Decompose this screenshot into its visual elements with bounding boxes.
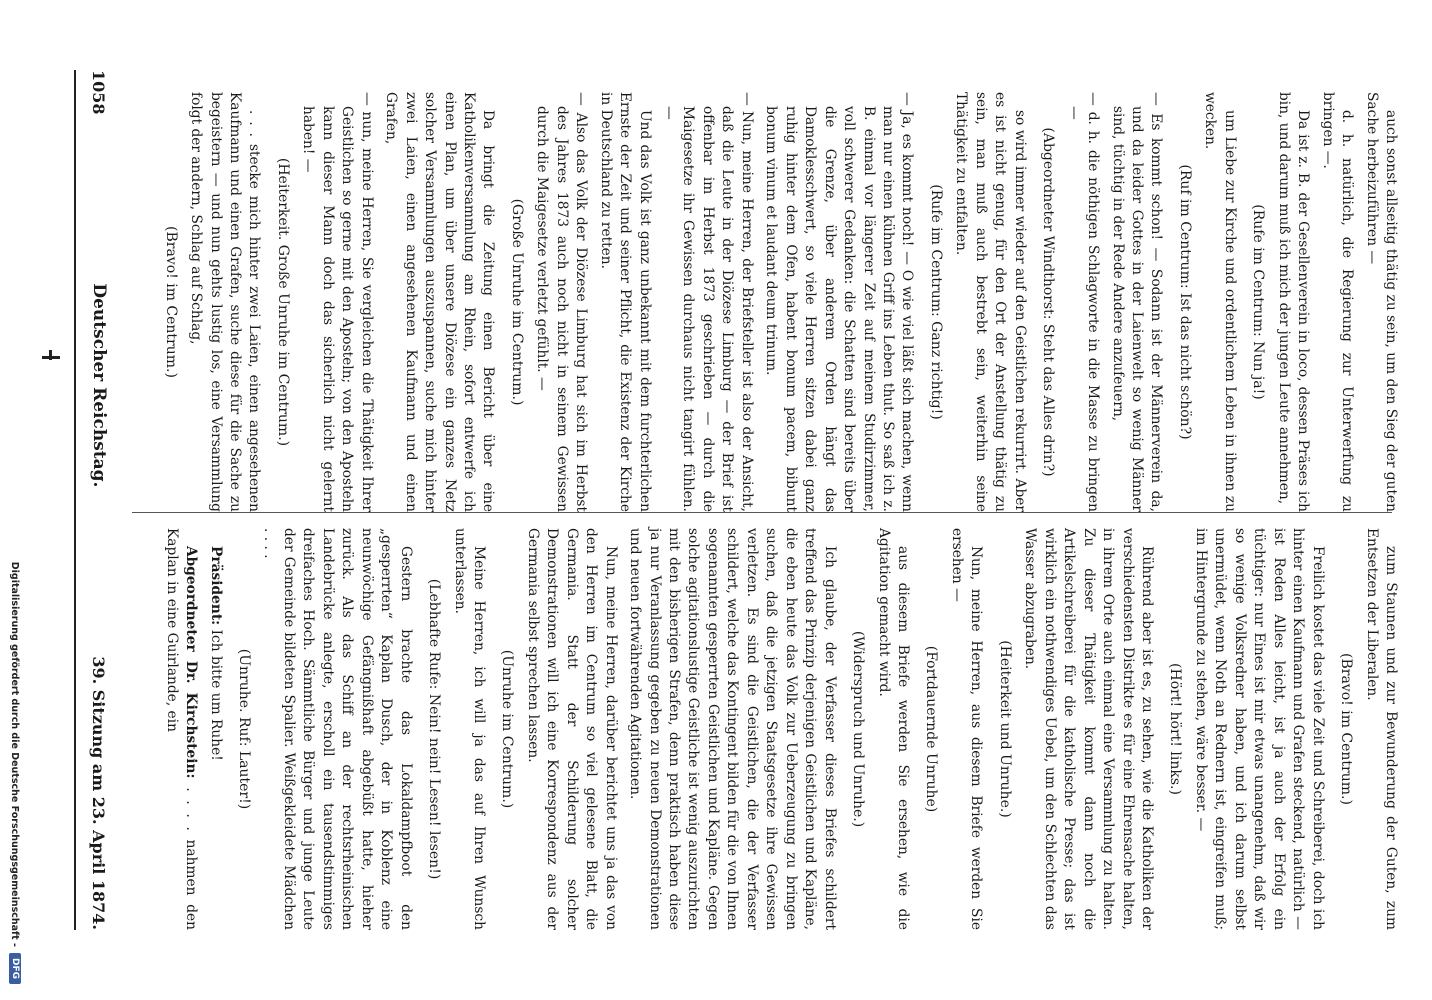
interjection: (Fortdauernde Unruhe) bbox=[923, 645, 940, 813]
interjection: (Unruhe. Ruf: Lauter!) bbox=[235, 648, 252, 810]
text-paragraph: Nun, meine Herren, aus diesem Briefe werden Sie ersehen — bbox=[948, 528, 985, 930]
interjection: (Große Unruhe im Centrum.) bbox=[508, 198, 525, 406]
text-paragraph: d. h. natürlich, die Regierung zur Unterwerfung zu bringen —. bbox=[1319, 92, 1356, 512]
interjection: (Heiterkeit. Große Unruhe im Centrum.) bbox=[274, 157, 291, 447]
digitization-credit: Digitalisierung gefördert durch die Deutsche Forschungsgemeinschaft - bbox=[9, 561, 21, 947]
right-column bbox=[130, 528, 1400, 930]
text-paragraph: Und das Volk ist ganz unbekannt mit dem furchterlichen Ernste der Zeit und seiner Pflicht, die Existenz der Kirche in Deutschland zu retten. bbox=[597, 92, 653, 512]
speech-paragraph bbox=[161, 528, 200, 930]
text-paragraph: zum Staunen und zur Bewunderung der Guten, zum Entsetzen der Liberalen. bbox=[1363, 528, 1399, 930]
text-paragraph: — d. h. die nöthigen Schlagworte in die Masse zu bringen — bbox=[1065, 92, 1102, 512]
text-paragraph: um Liebe zur Kirche und ordentlichem Leben in ihnen zu wecken. bbox=[1202, 92, 1238, 512]
interjection: (Bravo! im Centrum.) bbox=[1338, 653, 1355, 805]
text-paragraph: . . . stecke mich hinter zwei Laien, einen angesehenen Kaufmann und einen Grafen, suche diese für die Sache zu begeistern — und nun gehts lustig los, eine Versammlung folgt der andern, Schlag auf Schlag, bbox=[188, 92, 263, 512]
interjection: (Rufe im Centrum: Nun ja!) bbox=[1250, 204, 1267, 400]
speech-text: . . . . nahmen den Kaplan in eine Guirlande, ein bbox=[163, 528, 200, 930]
interjection: (Rufe im Centrum: Ganz richtig!) bbox=[927, 184, 944, 420]
text-paragraph: — Also das Volk der Diözese Limburg hat sich im Herbst des Jahres 1873 auch noch nicht in seinem Gewissen durch die Maigesetze verletzt gefühlt. — bbox=[534, 92, 590, 512]
text-paragraph: — Ja, es kommt noch! — O wie viel läßt sich machen, wenn man nur einen kühnen Griff ins Leben thut. So saß ich z. B. einmal vor längerer Zeit auf meinem Studirzimmer, voll schwerer Gedanken: die Schatten sind bereits über die Grenze, über anderem Orden hängt das Damoklesschwert, so viele Herren sitzen dabei ganz ruhig hinter dem Ofen, habent bonum pacem, bibunt bonum vinum et laudant deum trinum. bbox=[763, 92, 916, 512]
text-paragraph: aus diesem Briefe werden Sie ersehen, wie die Agitation gemacht wird. bbox=[875, 528, 912, 930]
interjection: (Ruf im Centrum: Ist das nicht schön?) bbox=[1176, 164, 1193, 440]
interjection: (Bravo! im Centrum.) bbox=[162, 226, 179, 378]
text-paragraph: Gestern brachte das Lokaldampfboot den „gesperrten“ Kaplan Dusch, der in Koblenz eine neunwöchige Gefängnißhaft abgebüßt hatte, hieher zurück. Als das Schiff an der rechtsrheinischen Landebrücke anlegte, erscholl ein tausendstimmiges dreifaches Hoch. Sämmtliche Bürger und junge Leute der Gemeinde bildeten Spalier. Weißgekleidete Mädchen . . . . bbox=[261, 528, 414, 930]
text-paragraph: — Nun, meine Herren, der Briefsteller ist also der Ansicht, daß die Leute in der Diözese Limburg — der Brief ist offenbar im Herbst 1873 geschrieben — durch die Maigesetze ihr Gewissen durchaus nicht tangirt fühlen. — bbox=[661, 92, 755, 512]
interjection: (Abgeordneter Windthorst: Steht das Alles drin?) bbox=[1040, 127, 1057, 477]
interjection: (Widerspruch und Unruhe.) bbox=[850, 630, 867, 828]
scan-speck bbox=[42, 356, 60, 359]
digitization-note bbox=[6, 16, 24, 984]
page-number: 1058 bbox=[89, 70, 109, 115]
speech-paragraph bbox=[205, 528, 224, 930]
interjection: (Hört! hört! links.) bbox=[1167, 663, 1184, 795]
text-paragraph: auch sonst allseitig thätig zu sein, um den Sieg der guten Sache herbeizuführen — bbox=[1363, 92, 1399, 512]
text-paragraph: — Es kommt schon! — Sodann ist der Männerverein da, und da leider Gottes in der Laienwelt so wenig Männer sind, tüchtig in der Rede Andere anzufeuern, bbox=[1109, 92, 1165, 512]
text-paragraph: Rührend aber ist es, zu sehen, wie die Katholiken der verschiedensten Distrikte es für eine Ehrensache halten, in ihrem Orte auch einmal eine Versammlung zu halten. Zu dieser Thätigkeit kommt dann noch die Artikelschreiberei für die katholische Presse; das ist wirklich ein nothwendiges Uebel, um den Schlechten das Wasser abzugraben. bbox=[1022, 528, 1156, 930]
text-paragraph: Da ist z. B. der Gesellenverein in loco, dessen Präses ich bin, und darum muß ich mich der jungen Leute annehmen, bbox=[1275, 92, 1312, 512]
interjection: (Lebhafte Rufe: Nein! nein! Lesen! lesen!) bbox=[426, 578, 443, 880]
speaker-name: Abgeordneter Dr. Kirchstein: bbox=[183, 546, 200, 779]
text-paragraph: Meine Herren, ich will ja das auf Ihren Wunsch unterlassen. bbox=[451, 528, 487, 930]
running-head bbox=[74, 70, 122, 930]
text-paragraph: Da bringt die Zeitung einen Bericht über eine Katholikenversammlung am Rhein, sofort entwerfe ich einen Plan, um über unsere Diözese ein ganzes Netz solcher Versammlungen auszuspannen, suche mich hinter zwei Laien, einen angesehenen Kaufmann und einen Grafen, bbox=[383, 92, 497, 512]
text-paragraph: — nun, meine Herren, Sie vergleichen die Thätigkeit Ihrer Geistlichen so gerne mit den Aposteln; von den Aposteln kann dieser Mann doch das sicherlich nicht gelernt haben! — bbox=[300, 92, 375, 512]
dfg-logo: DFG bbox=[9, 953, 21, 984]
text-paragraph: Ich glaube, der Verfasser dieses Briefes schildert treffend das Prinzip derjenigen Geistlichen und Kapläne, die eben heute das Volk zur Ueberzeugung zu bringen suchen, daß die jetzigen Staatsgesetze ihre Gewissen verletzen. Es sind die Geistlichen, die der Verfasser schildert, welche das Kontingent bilden für die von Ihnen sogenannten gesperrten Geistlichen und Kapläne. Gegen solche agitationslustige Geistliche ist wenig auszurichten mit den bisherigen Strafen, denn praktisch haben diese ja nur Veranlassung gegeben zu neuen Demonstrationen und neuen fortwährenden Agitationen. bbox=[627, 528, 838, 930]
text-paragraph: Freilich kostet das viele Zeit und Schreiberei, doch ich hinter einen Kaufmann und Grafen steckend, natürlich — ist Reden Alles leicht, ist ja auch der Erfolg ein tüchtiger: nur Eines ist mir etwas unangenehm, daß wir so wenige Volksredner haben, und ich darum selbst unermüdet, wenn Noth an Rednern ist, eingreifen muß; im Hintergrunde zu stehen, wäre besser. — bbox=[1192, 528, 1326, 930]
column-divider bbox=[132, 512, 1392, 513]
speaker-name: Präsident: bbox=[207, 546, 224, 626]
left-column bbox=[130, 92, 1400, 512]
interjection: (Heiterkeit und Unruhe.) bbox=[996, 640, 1013, 818]
interjection: (Unruhe im Centrum.) bbox=[499, 649, 516, 809]
session-date: 39. Sitzung am 23. April 1874. bbox=[89, 656, 109, 930]
publication-title: Deutscher Reichstag. bbox=[89, 283, 109, 488]
text-paragraph: so wird immer wieder auf den Geistlichen rekurrirt. Aber es ist nicht genug, für den Ort der Anstellung thätig zu sein, man muß auch bestrebt sein, weiterhin seine Thätigkeit zu entfalten. bbox=[953, 92, 1028, 512]
text-paragraph: Nun, meine Herren, darüber berichtet uns ja das von den Herren im Centrum so viel gelesene Blatt, die Germania. Statt der Schilderung solcher Demonstrationen will ich eine Korrespondenz aus der Germania selbst sprechen lassen. bbox=[524, 528, 619, 930]
speech-text: Ich bitte um Ruhe! bbox=[207, 629, 224, 761]
